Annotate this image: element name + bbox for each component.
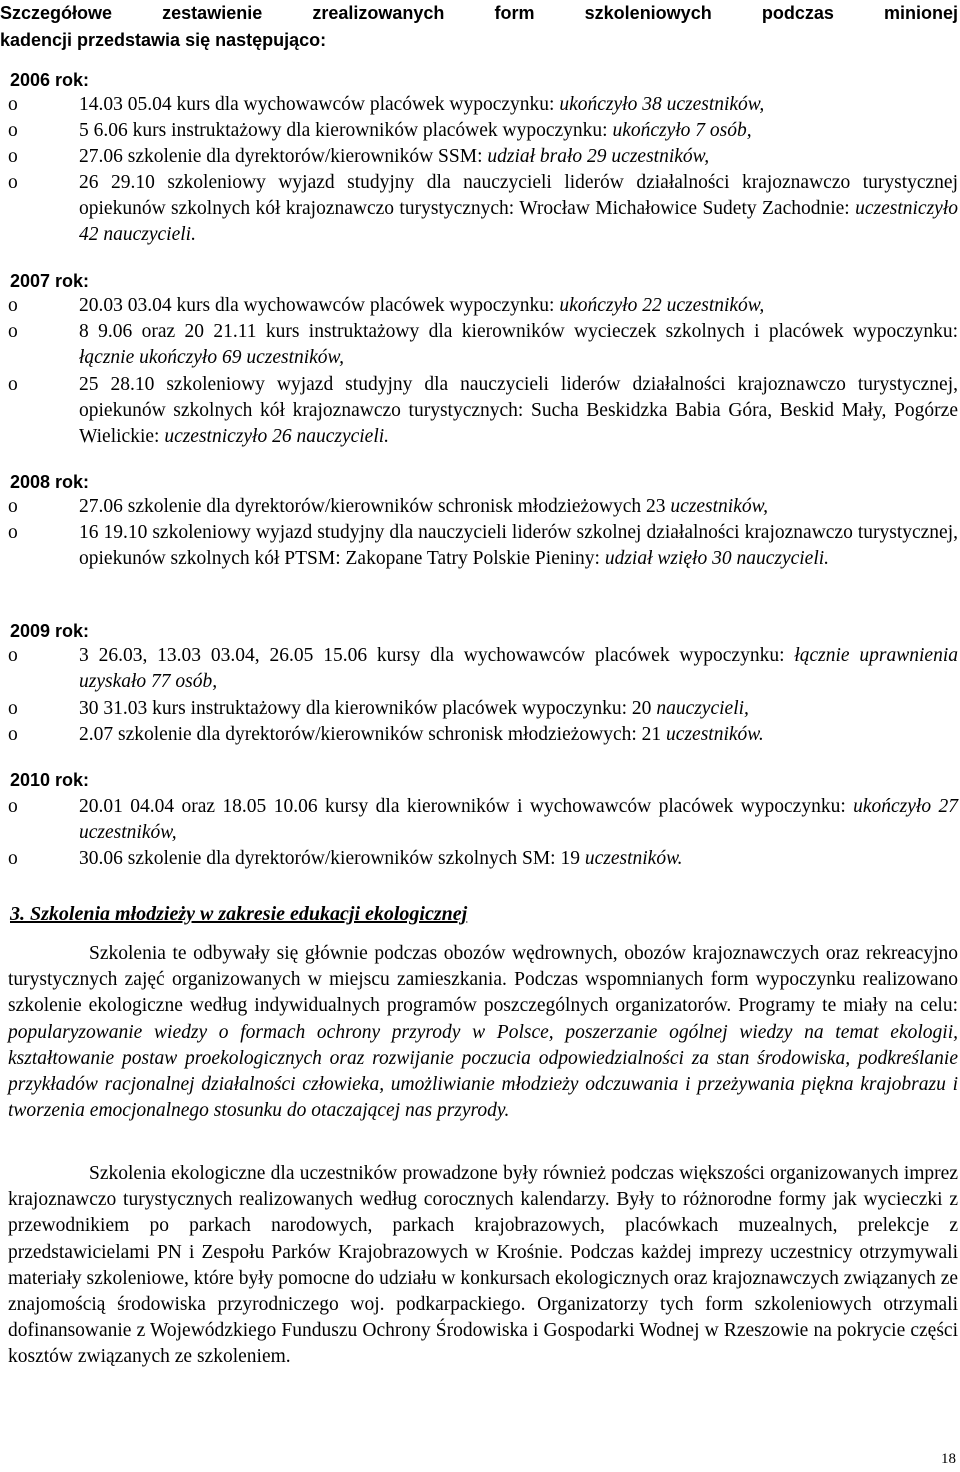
list-item (0, 293, 958, 319)
bullet-icon: o (8, 496, 18, 517)
list-item-body: 20.03 03.04 kurs dla wychowawców placówek wypoczynku: ukończyło 22 uczestników, (79, 295, 765, 316)
list-item (0, 520, 958, 572)
bullet-icon: o (8, 698, 18, 719)
list-item-body: 2.07 szkolenie dla dyrektorów/kierowników schronisk młodzieżowych: 21 uczestników. (79, 724, 764, 745)
year-heading-2008: 2008 rok: (10, 472, 90, 492)
year-heading-2009: 2009 rok: (10, 621, 90, 641)
section-paragraph-1: Szkolenia te odbywały się głównie podczas obozów wędrownych, obozów krajoznawczych oraz rekreacyjno turystycznych zajęć organizowanych w miejscu zamieszkania. Podczas wspomnianych form wypoczynku realizowano szkolenie ekologiczne według indywidualnych programów poszczególnych organizatorów. Programy te miały na celu: popularyzowanie wiedzy o formach ochrony przyrody w Polsce, poszerzanie ogólnej wiedzy na temat ekologii, kształtowanie postaw proekologicznych oraz rozwijanie poczucia odpowiedzialności za stan środowiska, podkreślanie przykładów racjonalnej działalności człowieka, umożliwianie młodzieży odczuwania i przeżywania piękna krajobrazu i tworzenia emocjonalnego stosunku do otaczającej nas przyrody. (8, 943, 958, 1122)
list-item-body: 5 6.06 kurs instruktażowy dla kierowników placówek wypoczynku: ukończyło 7 osób, (79, 120, 752, 141)
list-item (0, 372, 958, 450)
bullet-icon: o (8, 796, 18, 817)
bullet-icon: o (8, 172, 18, 193)
list-item (0, 144, 958, 170)
bullet-icon: o (8, 120, 18, 141)
year-heading-2007: 2007 rok: (10, 271, 90, 291)
bullet-icon: o (8, 295, 18, 316)
list-item-body: 25 28.10 szkoleniowy wyjazd studyjny dla nauczycieli liderów działalności krajoznawczo turystycznej, opiekunów szkolnych kół krajoznawczo turystycznych: Sucha Beskidzka Babia Góra, Beskid Mały, Pogórze Wielickie: uczestniczyło 26 nauczycieli. (79, 374, 958, 447)
bullet-icon: o (8, 146, 18, 167)
list-item (0, 846, 958, 872)
bullet-icon: o (8, 374, 18, 395)
intro-line-2: kadencji przedstawia się następująco: (0, 30, 327, 50)
intro-paragraph (0, 0, 958, 54)
list-item-body: 27.06 szkolenie dla dyrektorów/kierowników SSM: udział brało 29 uczestników, (79, 146, 710, 167)
list-item (0, 696, 958, 722)
list-item-body: 3 26.03, 13.03 03.04, 26.05 15.06 kursy dla wychowawców placówek wypoczynku: łącznie uprawnienia uzyskało 77 osób, (79, 645, 958, 692)
list-item (0, 319, 958, 371)
bullet-icon: o (8, 321, 18, 342)
list-item (0, 722, 958, 748)
year-heading-2006: 2006 rok: (10, 70, 90, 90)
list-item-body: 8 9.06 oraz 20 21.11 kurs instruktażowy dla kierowników wycieczek szkolnych i placówek wypoczynku: łącznie ukończyło 69 uczestników, (79, 321, 958, 368)
year-heading-2010: 2010 rok: (10, 770, 90, 790)
list-item (0, 118, 958, 144)
list-item-body: 20.01 04.04 oraz 18.05 10.06 kursy dla kierowników i wychowawców placówek wypoczynku: ukończyło 27 uczestników, (79, 796, 958, 843)
list-item (0, 92, 958, 118)
list-item-body: 30 31.03 kurs instruktażowy dla kierowników placówek wypoczynku: 20 nauczycieli, (79, 698, 749, 719)
list-item-body: 26 29.10 szkoleniowy wyjazd studyjny dla nauczycieli liderów działalności krajoznawczo turystycznej opiekunów szkolnych kół krajoznawczo turystycznych: Wrocław Michałowice Sudety Zachodnie: uczestniczyło 42 nauczycieli. (79, 172, 958, 245)
bullet-icon: o (8, 94, 18, 115)
list-item-body: 30.06 szkolenie dla dyrektorów/kierowników szkolnych SM: 19 uczestników. (79, 848, 683, 869)
bullet-icon: o (8, 848, 18, 869)
list-item (0, 794, 958, 846)
bullet-icon: o (8, 522, 18, 543)
list-item-body: 16 19.10 szkoleniowy wyjazd studyjny dla nauczycieli liderów szkolnej działalności krajoznawczo turystycznej, opiekunów szkolnych kół PTSM: Zakopane Tatry Polskie Pieniny: udział wzięło 30 nauczycieli. (79, 522, 958, 569)
section-heading: 3. Szkolenia młodzieży w zakresie edukacji ekologicznej (10, 903, 468, 925)
bullet-icon: o (8, 724, 18, 745)
list-item-body: 14.03 05.04 kurs dla wychowawców placówek wypoczynku: ukończyło 38 uczestników, (79, 94, 765, 115)
list-item (0, 494, 958, 520)
list-item-body: 27.06 szkolenie dla dyrektorów/kierowników schronisk młodzieżowych 23 uczestników, (79, 496, 769, 517)
bullet-icon: o (8, 645, 18, 666)
list-item (0, 643, 958, 695)
intro-line-1: Szczegółowe zestawienie zrealizowanych form szkoleniowych podczas minionej (0, 3, 958, 23)
list-item (0, 170, 958, 248)
page-number: 18 (941, 1451, 956, 1467)
section-paragraph-2: Szkolenia ekologiczne dla uczestników prowadzone były również podczas większości organizowanych imprez krajoznawczo turystycznych realizowanych według corocznych kalendarzy. Były to różnorodne formy jak wycieczki z przewodnikiem po parkach narodowych, parkach krajobrazowych, placówkach muzealnych, prelekcje z przedstawicielami PN i Zespołu Parków Krajobrazowych w Krośnie. Podczas każdej imprezy uczestnicy otrzymywali materiały szkoleniowe, które były pomocne do udziału w konkursach ekologicznych oraz krajoznawczych związanych ze znajomością środowiska przyrodniczego woj. podkarpackiego. Organizatorzy tych form szkoleniowych otrzymali dofinansowanie z Wojewódzkiego Funduszu Ochrony Środowiska i Gospodarki Wodnej w Rzeszowie na pokrycie części kosztów związanych ze szkoleniem. (8, 1163, 958, 1368)
